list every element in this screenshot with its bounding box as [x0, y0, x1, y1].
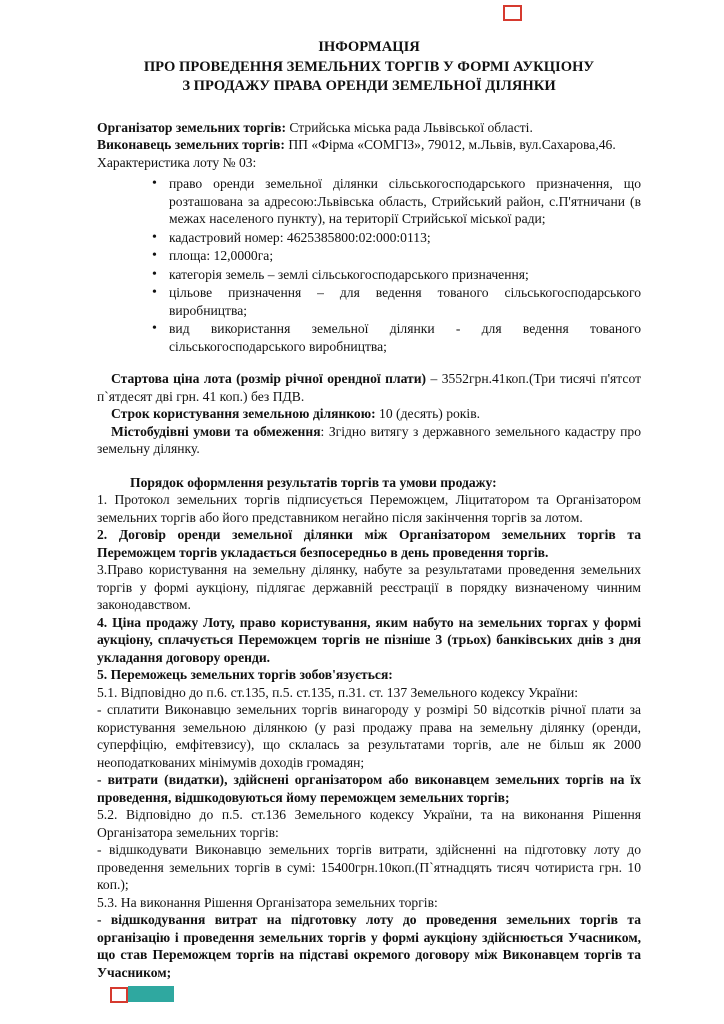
list-item: • площа: 12,0000га;	[152, 247, 641, 265]
title-line-2: ПРО ПРОВЕДЕННЯ ЗЕМЕЛЬНИХ ТОРГІВ У ФОРМІ АУКЦІОНУ	[143, 58, 595, 75]
procedure-item-5-1: 5.1. Відповідно до п.6. ст.135, п.5. ст.135, п.31. ст. 137 Земельного кодексу України:	[97, 684, 579, 700]
use-term-line	[97, 405, 641, 423]
use-term-value: 10 (десять) років.	[375, 406, 481, 421]
red-corner-marker	[110, 987, 128, 1003]
procedure-heading: Порядок оформлення результатів торгів та умови продажу:	[130, 474, 497, 490]
executor-label: Виконавець земельних торгів:	[97, 137, 285, 152]
terms-section	[97, 370, 641, 458]
procedure-item-5: 5. Переможець земельних торгів зобов'язується:	[97, 667, 393, 682]
document-title	[97, 38, 641, 97]
procedure-item-5-3-a: - відшкодування витрат на підготовку лоту до проведення земельних торгів та організацію і проведення земельних торгів у формі аукціону здійснюється Учасником, що став Переможцем торгів на підставі окремого договору між Виконавцем торгів та Учасником;	[97, 912, 641, 980]
procedure-item-1: 1. Протокол земельних торгів підписується Переможцем, Ліцитатором та Організатором земельних торгів або його представником негайно після закінчення торгів за лотом.	[97, 492, 641, 525]
start-price-label: Стартова ціна лота (розмір річної орендної плати)	[111, 371, 427, 386]
procedure-item-5-3: 5.3. На виконання Рішення Організатора земельних торгів:	[97, 894, 438, 910]
intro-section	[97, 119, 641, 172]
urban-conditions-value: : Згідно витягу з державного земельного кадастру про земельну ділянку.	[97, 423, 641, 456]
start-price-value: – 3552грн.41коп.(Три тисячі п'ятсот п`ятдесят дві грн. 41 коп.) без ПДВ.	[97, 371, 642, 404]
procedure-item-5-2-a: - відшкодувати Виконавцю земельних торгів витрати, здійсненні на підготовку лоту до проведення земельних торгів в сумі: 15400грн.10коп.(П`ятнадцять тисяч чотириста грн. 10 коп.);	[97, 842, 641, 892]
start-price-line	[97, 370, 641, 405]
list-item: • вид використання земельної ділянки - для ведення тованого сільськогосподарського виробництва;	[152, 320, 641, 355]
list-item: • кадастровий номер: 4625385800:02:000:0113;	[152, 229, 641, 247]
use-term-label: Строк користування земельною ділянкою:	[111, 406, 376, 421]
list-item: • право оренди земельної ділянки сільськогосподарського призначення, що розташована за адресою:Львівська область, Стрийський район, с.П'ятничани (в межах населеного пункту), на території Стрийської міської ради;	[152, 175, 641, 228]
lot-heading: Характеристика лоту № 03:	[97, 154, 257, 170]
executor-line	[97, 136, 641, 154]
procedure-section	[97, 474, 641, 982]
procedure-item-5-1-b: - витрати (видатки), здійснені організатором або виконавцем земельних торгів на їх проведення, відшкодовуються йому переможцем земельних торгів;	[97, 772, 641, 805]
list-item: • цільове призначення – для ведення тованого сільськогосподарського виробництва;	[152, 284, 641, 319]
procedure-item-3: 3.Право користування на земельну ділянку, набуте за результатами проведення земельних торгів у формі аукціону, підлягає державній реєстрації в порядку визначеному чинним законодавством.	[97, 562, 641, 612]
organizer-line	[97, 119, 641, 137]
title-line-3: З ПРОДАЖУ ПРАВА ОРЕНДИ ЗЕМЕЛЬНОЇ ДІЛЯНКИ	[182, 78, 556, 94]
lot-characteristics-list	[97, 175, 641, 355]
procedure-item-4: 4. Ціна продажу Лоту, право користування, яким набуто на земельних торгах у формі аукціону, сплачується Переможцем торгів не пізніше 3 (трьох) банківських днів з дня укладання договору оренди.	[97, 614, 641, 665]
urban-conditions-label: Містобудівні умови та обмеження	[111, 423, 321, 439]
list-item: • категорія земель – землі сільськогосподарського призначення;	[152, 266, 641, 284]
organizer-value: Стрийська міська рада Львівської області.	[286, 119, 533, 135]
urban-conditions-line	[97, 423, 641, 458]
procedure-item-5-1-a: - сплатити Виконавцю земельних торгів винагороду у розмірі 50 відсотків річної плати за користування земельною ділянкою (у разі продажу права на земельну ділянку (оренди, суперфіцію, емфітевзису), що склалась за результатами торгів, але не більш як 2000 неоподаткованих мінімумів доходів громадян;	[97, 702, 641, 770]
procedure-item-2: 2. Договір оренди земельної ділянки між Організатором земельних торгів та Переможцем торгів укладається безпосередньо в день проведення торгів.	[97, 527, 641, 560]
executor-value: ПП «Фірма «СОМГІЗ», 79012, м.Львів, вул.Сахарова,46.	[284, 137, 616, 152]
teal-stamp-marker	[128, 986, 174, 1002]
organizer-label: Організатор земельних торгів:	[97, 119, 287, 135]
title-line-1: ІНФОРМАЦІЯ	[318, 39, 420, 55]
red-stamp-marker	[503, 5, 522, 21]
procedure-item-5-2: 5.2. Відповідно до п.5. ст.136 Земельного кодексу України, та на виконання Рішення Організатора земельних торгів:	[97, 807, 641, 840]
